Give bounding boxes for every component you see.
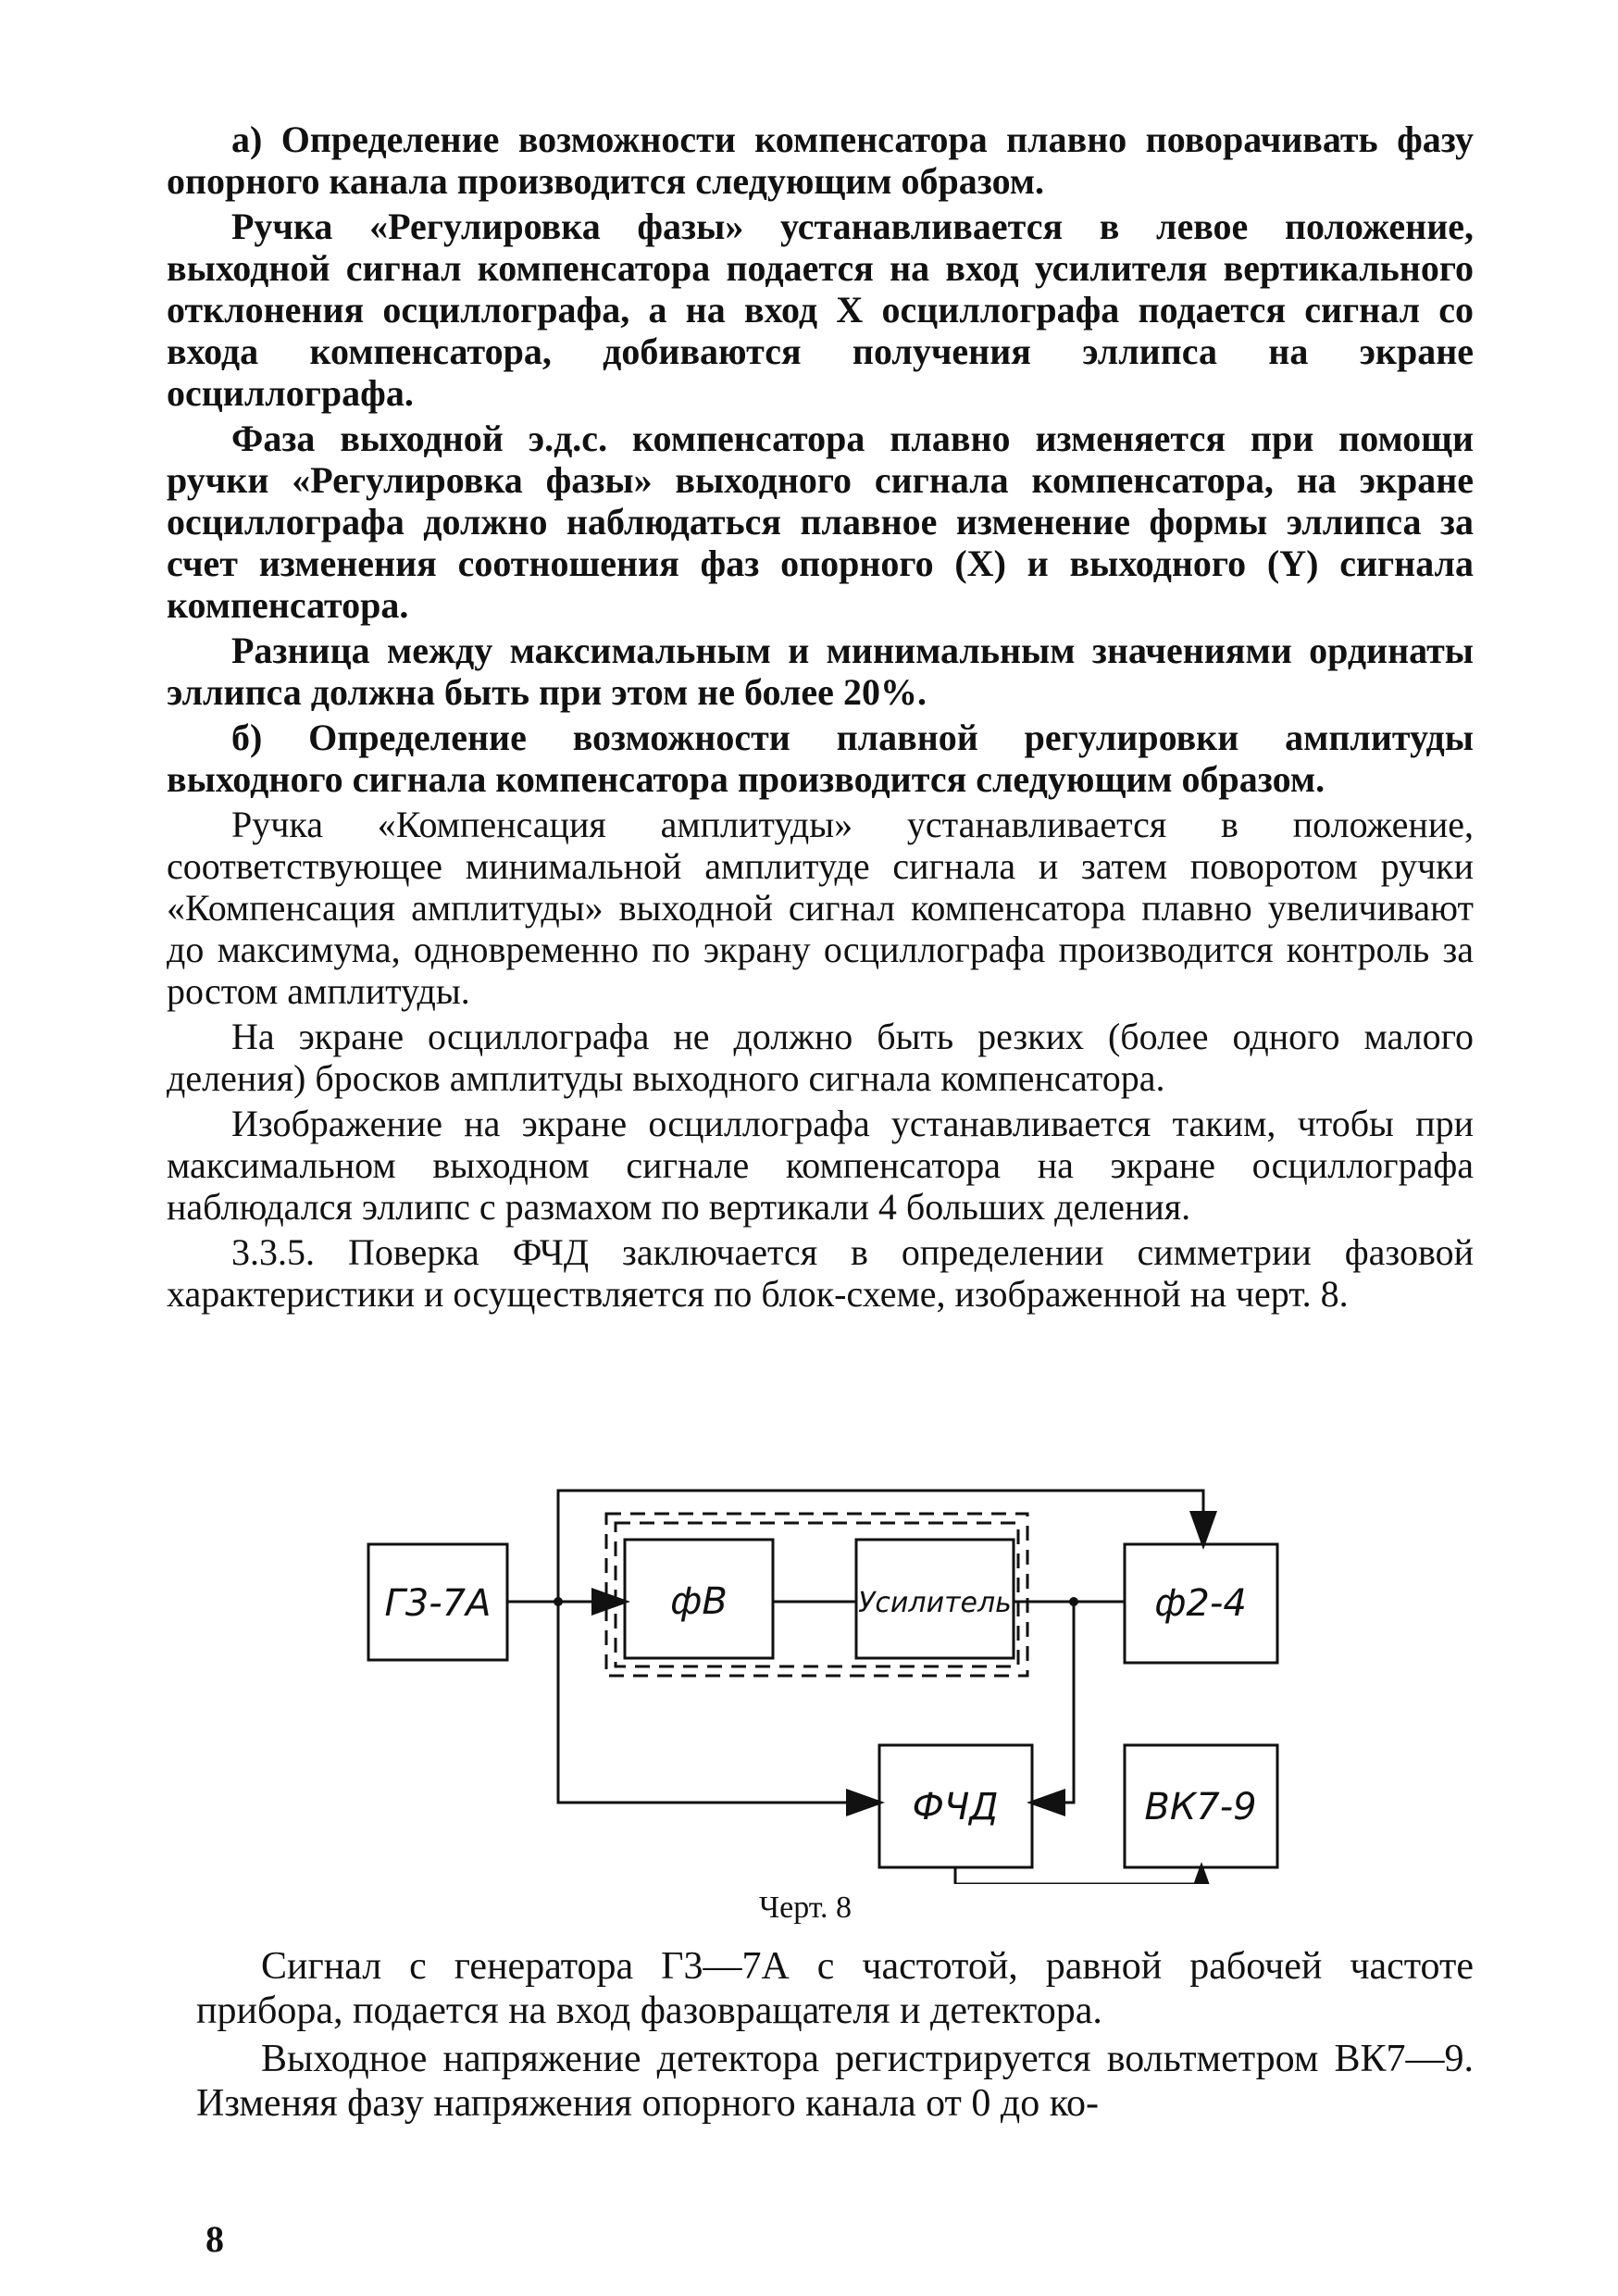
paragraph-no-jumps: На экране осциллографа не должно быть резких (более одного малого деления) бросков амплитуды выходного сигнала компенсатора. — [167, 1016, 1474, 1099]
voltmeter-label: ВК7-9 — [1144, 1786, 1257, 1828]
amplifier-label: Усилитель — [858, 1587, 1012, 1619]
junction-dot-amplifier — [1069, 1597, 1078, 1606]
phase-shifter-label: фВ — [670, 1580, 728, 1623]
paragraph-amplitude-knob: Ручка «Компенсация амплитуды» устанавливается в положение, соответствующее минимальной амплитуде сигнала и затем поворотом ручки «Компенсация амплитуды» выходной сигнал компенсатора плавно увеличивают до максимума, одновременно по экрану осциллографа производится контроль за ростом амплитуды. — [167, 804, 1474, 1012]
main-text — [167, 119, 1474, 1318]
generator-label: Г3-7А — [384, 1582, 492, 1625]
detector-label: ФЧД — [912, 1786, 999, 1828]
figure-caption: Черт. 8 — [759, 1890, 853, 1925]
lower-text — [196, 1944, 1474, 2129]
page-number: 8 — [205, 2218, 224, 2260]
paragraph-phase-change: Фаза выходной э.д.с. компенсатора плавно изменяется при помощи ручки «Регулировка фазы» выходного сигнала компенсатора, на экране осциллографа должно наблюдаться плавное изменение формы эллипса за счет изменения соотношения фаз опорного (X) и выходного (Y) сигнала компенсатора. — [167, 418, 1474, 626]
paragraph-phase-knob: Ручка «Регулировка фазы» устанавливается в левое положение, выходной сигнал компенсатора подается на вход усилителя вертикального отклонения осциллографа, а на вход X осциллографа подается сигнал со входа компенсатора, добиваются получения эллипса на экране осциллографа. — [167, 206, 1474, 414]
top-loop-line — [558, 1491, 1203, 1602]
amp-to-detector-line — [1032, 1602, 1074, 1803]
paragraph-3-3-5: 3.3.5. Поверка ФЧД заключается в определении симметрии фазовой характеристики и осуществляется по блок-схеме, изображенной на черт. 8. — [167, 1231, 1474, 1315]
phasemeter-label: ф2-4 — [1154, 1582, 1247, 1625]
junction-dot-generator — [554, 1597, 563, 1606]
paragraph-image-setting: Изображение на экране осциллографа устанавливается таким, чтобы при максимальном выходном сигнале компенсатора на экране осциллографа наблюдался эллипс с размахом по вертикали 4 больших деления. — [167, 1103, 1474, 1228]
paragraph-ordinate-difference: Разница между максимальным и минимальным значениями ординаты эллипса должна быть при этом не более 20%. — [167, 630, 1474, 713]
paragraph-generator-signal: Сигнал с генератора Г3—7А с частотой, равной рабочей частоте прибора, подается на вход фазовращателя и детектора. — [196, 1945, 1474, 2032]
paragraph-a: а) Определение возможности компенсатора плавно поворачивать фазу опорного канала производится следующим образом. — [167, 119, 1474, 202]
paragraph-detector-output: Выходное напряжение детектора регистрируется вольтметром ВК7—9. Изменяя фазу напряжения опорного канала от 0 до ко- — [196, 2038, 1474, 2125]
paragraph-b: б) Определение возможности плавной регулировки амплитуды выходного сигнала компенсатора производится следующим образом. — [167, 717, 1474, 800]
detector-to-voltmeter-line — [955, 1867, 1201, 1884]
block-diagram — [333, 1477, 1324, 1884]
